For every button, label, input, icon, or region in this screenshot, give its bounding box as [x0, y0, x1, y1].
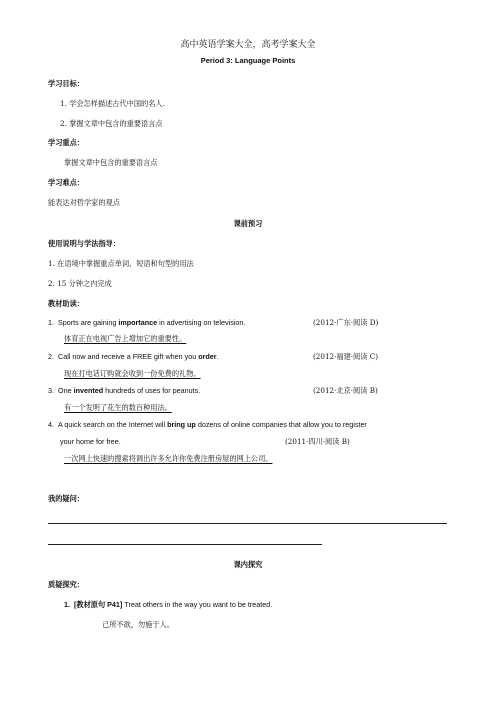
sentence-key-word: order — [198, 352, 217, 361]
sentence-text: A quick search on the Internet will — [58, 420, 168, 429]
inquiry-number: 1. — [64, 600, 70, 609]
sentence-source: (2012·福建·阅读 C) — [313, 352, 379, 361]
sentence-translation: 有一个发明了花生的数百种用法。 — [64, 403, 172, 412]
goals-heading: 学习目标： — [48, 79, 84, 88]
in-class-heading: 课内探究 — [233, 560, 263, 569]
sentence-text-continued: your home for free. — [60, 437, 121, 446]
sentence-source: (2011·四川·阅读 B) — [285, 437, 350, 446]
textbook-tag: [教材原句 P41] — [74, 600, 123, 609]
document-subtitle: Period 3: Language Points — [200, 56, 296, 65]
guide-item: 2. 15 分钟之内完成 — [48, 279, 112, 288]
sentence-text: One — [58, 386, 74, 395]
difficulties-text: 能表达对哲学家的观点 — [48, 198, 120, 207]
inquiry-heading: 质疑探究： — [48, 580, 84, 589]
preview-heading: 课前预习 — [233, 219, 263, 228]
sentence-number: 4. — [48, 420, 54, 429]
sentence-item — [48, 352, 219, 361]
document-title: 高中英语学案大全，高考学案大全 — [180, 40, 316, 50]
sentence-translation: 体育正在电视广告上增加它的重要性。 — [64, 334, 187, 343]
sentence-text: en you — [174, 352, 199, 361]
sentence-text: in advertising on television. — [157, 318, 246, 327]
sentence-source: (2012·广东·阅读 D) — [313, 318, 379, 327]
sentence-item — [48, 386, 200, 395]
sentence-number: 1. — [48, 318, 54, 327]
sentence-translation: 一次网上快速的搜索将调出许多允许你免费注册房屋的网上公司。 — [64, 454, 273, 463]
sentence-item — [48, 420, 367, 429]
goal-item: 2. 掌握文章中包含的重要语言点 — [60, 119, 163, 128]
guide-heading: 使用说明与学法指导： — [48, 239, 120, 248]
inquiry-sentence: Treat others in the way you want to be treated. — [122, 600, 273, 609]
sentence-text: hundreds of uses for peanuts. — [103, 386, 201, 395]
sentence-number: 3. — [48, 386, 54, 395]
answer-line — [48, 544, 322, 545]
inquiry-translation: 己所不欲，勿施于人。 — [102, 620, 174, 629]
questions-heading: 我的疑问： — [48, 494, 84, 503]
sentence-text: dozens of online companies that allow you to register — [195, 420, 367, 429]
inquiry-item — [64, 600, 272, 609]
answer-line — [48, 523, 447, 524]
sentence-text: Sports are gaining — [58, 318, 119, 327]
guide-item: 1. 在语境中掌握重点单词、短语和句型的用法 — [48, 259, 194, 268]
sentence-source: (2012·北京·阅读 B) — [313, 386, 378, 395]
key-points-text: 掌握文章中包含的重要语言点 — [64, 158, 158, 167]
sentence-key-word: invented — [73, 386, 104, 395]
sentence-text: . — [216, 352, 219, 361]
sentence-key-word: bring up — [167, 420, 196, 429]
goal-item: 1. 学会怎样描述古代中国的名人. — [60, 99, 165, 108]
sentence-text: Call now and receive a FREE gift wh — [58, 352, 175, 361]
sentence-translation: 现在打电话订购就会收到一份免费的礼物。 — [64, 369, 201, 378]
sentence-number: 2. — [48, 352, 54, 361]
difficulties-heading: 学习难点： — [48, 178, 84, 187]
key-points-heading: 学习重点： — [48, 138, 84, 147]
sentence-item — [48, 318, 245, 327]
materials-heading: 教材助读： — [48, 299, 84, 308]
sentence-key-word: importance — [118, 318, 158, 327]
